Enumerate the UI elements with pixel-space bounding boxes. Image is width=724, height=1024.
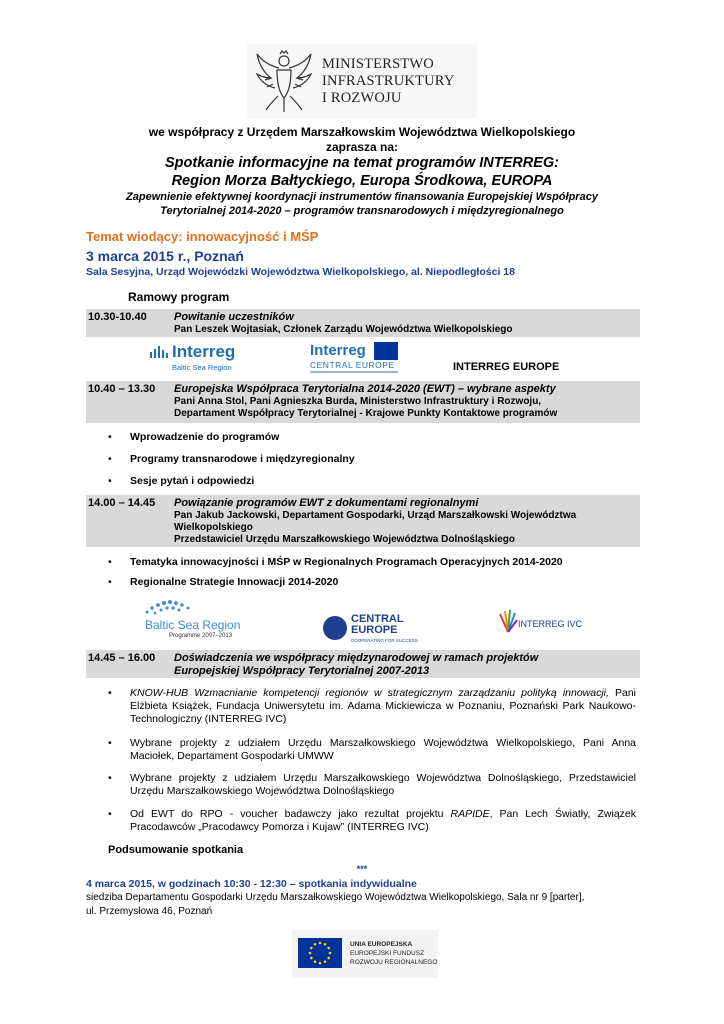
bullet-detail: Pani Elżbieta Książek, Fundacja Uniwersytetu im. Adama Mickiewicza w Poznaniu, Poznański Park Naukowo-Technologiczny (INTERREG IVC) xyxy=(130,687,637,725)
program-heading: Ramowy program xyxy=(128,290,230,304)
session-time: 14.45 – 16.00 xyxy=(88,652,156,664)
central-europe-logo xyxy=(323,612,419,646)
eu-fund-logo xyxy=(292,930,438,978)
logo-subtitle: Baltic Sea Region xyxy=(172,363,232,372)
individual-heading: 4 marca 2015, w godzinach 10:30 - 12:30 – spotkania indywidualne xyxy=(86,878,417,890)
logo-word: CENTRAL xyxy=(351,613,404,625)
session-title: Doświadczenia we współpracy międzynarodowej w ramach projektów xyxy=(174,652,539,664)
logo-subtitle: COOPERATING FOR SUCCESS. xyxy=(351,638,419,643)
date-place: 3 marca 2015 r., Poznań xyxy=(86,248,244,264)
summary: Podsumowanie spotkania xyxy=(108,844,244,856)
interreg-ivc-logo xyxy=(498,608,588,640)
session-speaker: Pan Jakub Jackowski, Departament Gospodarki, Urząd Marszałkowski Województwa xyxy=(174,510,577,521)
interreg-bsr-logo xyxy=(150,342,245,376)
session-title: Powitanie uczestników xyxy=(174,311,294,323)
bullet-text: Wybrane projekty z udziałem Urzędu Marszałkowskiego Województwa Wielkopolskiego, Pani Anna Maciołek, Departament Gospodarki UMWW xyxy=(130,737,636,762)
eu-fund-line: ROZWOJU REGIONALNEGO xyxy=(350,959,438,966)
eu-flag-icon xyxy=(298,938,342,968)
event-subtitle-line2: Terytorialnej 2014-2020 – programów transnarodowych i międzyregionalnego xyxy=(160,205,564,217)
polish-eagle-icon xyxy=(253,48,315,114)
session-speaker: Wielkopolskiego xyxy=(174,522,253,533)
event-subtitle-line1: Zapewnienie efektywnej koordynacji instrumentów finansowania Europejskiej Współpracy xyxy=(126,191,598,203)
invites-line: zaprasza na: xyxy=(325,140,399,154)
session-speaker: Przedstawiciel Urzędu Marszałkowskiego Województwa Dolnośląskiego xyxy=(174,534,516,545)
logo-subtitle: Programme 2007–2013 xyxy=(169,633,233,639)
bullet-text xyxy=(130,687,636,726)
event-title-line2: Region Morza Bałtyckiego, Europa Środkowa, EUROPA xyxy=(171,173,553,189)
bullet-text: Sesje pytań i odpowiedzi xyxy=(130,475,255,487)
dots-wave-icon xyxy=(143,596,203,618)
bullet-detail: Od EWT do RPO - voucher badawczy jako rezultat projektu xyxy=(130,808,451,820)
rays-icon xyxy=(498,608,518,634)
bullet-text: Wprowadzenie do programów xyxy=(130,431,280,443)
logo-word: INTERREG IVC xyxy=(518,619,583,629)
individual-location: siedziba Departamentu Gospodarki Urzędu Marszałkowskiego Województwa Wielkopolskiego, Sala nr 9 [parter], xyxy=(86,892,585,903)
session-title: Europejska Współpraca Terytorialna 2014-2020 (EWT) – wybrane aspekty xyxy=(174,383,556,395)
logo-word: Interreg xyxy=(310,342,366,359)
logo-rule xyxy=(310,371,398,373)
session-title: Europejskiej Współpracy Terytorialnej 2007-2013 xyxy=(174,665,430,677)
session-time: 14.00 – 14.45 xyxy=(88,497,156,509)
session-speaker: Pan Leszek Wojtasiak, Członek Zarządu Województwa Wielkopolskiego xyxy=(174,324,513,335)
ministry-name xyxy=(322,56,455,107)
project-name: KNOW-HUB Wzmacnianie kompetencji regionów w strategicznym zarządzaniu polityką innowacji, xyxy=(130,687,609,699)
logo-word: Interreg xyxy=(172,342,236,361)
ministry-line: MINISTERSTWO xyxy=(322,56,434,72)
bullet-text: Tematyka innowacyjności i MŚP w Regionalnych Programach Operacyjnych 2014-2020 xyxy=(130,556,563,568)
bullet-text: Regionalne Strategie Innowacji 2014-2020 xyxy=(130,576,339,588)
ministry-line: I ROZWOJU xyxy=(322,90,402,106)
theme: Temat wiodący: innowacyjność i MŚP xyxy=(86,229,319,244)
bullet-text: Programy transnarodowe i międzyregionalny xyxy=(130,453,355,465)
bullet-detail: , Pan Lech Światły, Związek Pracodawców „Pracodawcy Pomorza i Kujaw” (INTERREG IVC) xyxy=(130,808,636,833)
eu-fund-line: EUROPEJSKI FUNDUSZ xyxy=(350,950,425,957)
cooperation-line: we współpracy z Urzędem Marszałkowskim Województwa Wielkopolskiego xyxy=(148,125,576,139)
globe-icon xyxy=(323,616,347,640)
interreg-ce-logo xyxy=(310,342,402,376)
session-title: Powiązanie programów EWT z dokumentami regionalnymi xyxy=(174,497,479,509)
logo-word: EUROPE xyxy=(351,624,398,636)
ministry-line: INFRASTRUKTURY xyxy=(322,73,455,89)
eu-flag-icon xyxy=(374,342,398,360)
session-time: 10.30-10.40 xyxy=(88,311,147,323)
interreg-europe-label: INTERREG EUROPE xyxy=(453,361,560,373)
individual-address: ul. Przemysłowa 46, Poznań xyxy=(86,906,213,917)
logo-word: Baltic Sea Region xyxy=(145,618,241,632)
eu-fund-text xyxy=(350,940,437,967)
session-speaker: Departament Współpracy Terytorialnej - Krajowe Punkty Kontaktowe programów xyxy=(174,408,558,419)
eu-fund-line: UNIA EUROPEJSKA xyxy=(350,941,413,948)
venue: Sala Sesyjna, Urząd Wojewódzki Województwa Wielkopolskiego, al. Niepodległości 18 xyxy=(86,266,515,278)
event-title-line1: Spotkanie informacyjne na temat programów INTERREG: xyxy=(165,155,559,171)
session-speaker: Pani Anna Stol, Pani Agnieszka Burda, Ministerstwo Infrastruktury i Rozwoju, xyxy=(174,396,542,407)
bar-graph-icon xyxy=(150,344,172,358)
bullet-text xyxy=(130,808,636,834)
bullet-text: Wybrane projekty z udziałem Urzędu Marszałkowskiego Województwa Dolnośląskiego, Przedstawiciel Urzędu Marszałkowskiego Województwa Dolnośląskiego xyxy=(130,772,636,797)
separator-stars: *** xyxy=(356,864,368,874)
project-name: RAPIDE xyxy=(450,808,490,820)
baltic-sea-region-logo xyxy=(143,596,268,642)
session-time: 10.40 – 13.30 xyxy=(88,383,156,395)
logo-subtitle: CENTRAL EUROPE xyxy=(310,360,395,370)
